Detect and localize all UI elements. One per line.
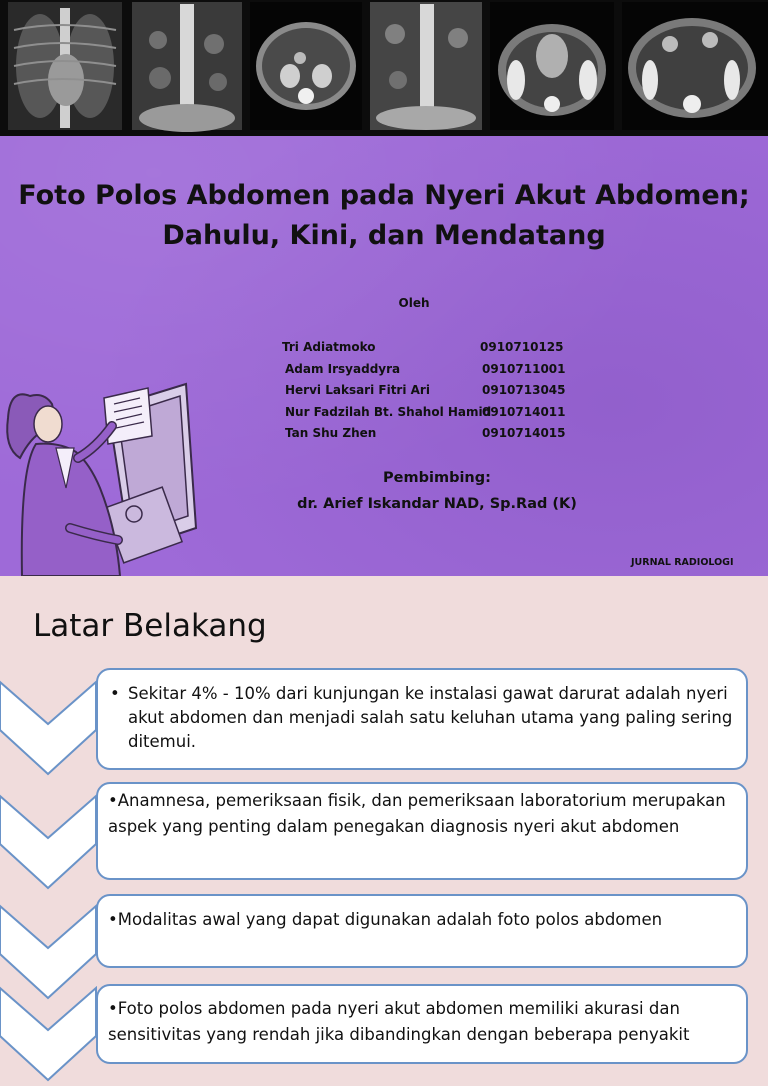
title-line-2: Dahulu, Kini, dan Mendatang: [162, 220, 606, 251]
author-row: [282, 402, 582, 424]
author-name: Nur Fadzilah Bt. Shahol Hamid: [285, 404, 492, 419]
author-row: [282, 423, 582, 445]
abdomen-xray-image: [132, 2, 242, 132]
abdomen-xray-image-2: [370, 2, 482, 130]
point-text: •Foto polos abdomen pada nyeri akut abdomen memiliki akurasi dan sensitivitas yang rendah jika dibandingkan dengan beberapa penyakit: [108, 999, 690, 1044]
radiologist-illustration: [0, 378, 200, 576]
oleh-label: Oleh: [398, 296, 430, 310]
author-name: Tan Shu Zhen: [285, 426, 377, 440]
author-row: [282, 359, 582, 381]
author-id: 0910710125: [480, 340, 564, 354]
author-row: [282, 337, 582, 359]
point-box: [96, 782, 748, 880]
author-id: 0910711001: [482, 361, 566, 376]
slide-title: [0, 176, 768, 256]
ct-pelvis-image: [490, 2, 614, 130]
author-id: 0910714011: [482, 404, 566, 419]
point-text: •Anamnesa, pemeriksaan fisik, dan pemeriksaan laboratorium merupakan aspek yang penting dalam penegakan diagnosis nyeri akut abdomen: [108, 791, 726, 836]
author-name: Tri Adiatmoko: [282, 340, 376, 354]
background-slide: [0, 576, 768, 1044]
point-text: • Sekitar 4% - 10% dari kunjungan ke instalasi gawat darurat adalah nyeri akut abdomen dan menjadi salah satu keluhan utama yang paling sering ditemui.: [98, 682, 736, 754]
point-box: [96, 668, 748, 770]
pembimbing-label: Pembimbing:: [383, 470, 491, 486]
author-name: Adam Irsyaddyra: [285, 361, 401, 376]
chevron-arrow-icon: [0, 986, 100, 1086]
point-box: [96, 894, 748, 968]
author-row: [282, 380, 582, 402]
section-title: Latar Belakang: [33, 608, 267, 644]
ct-abdomen-image: [250, 2, 362, 130]
pembimbing-name: dr. Arief Iskandar NAD, Sp.Rad (K): [297, 496, 577, 512]
author-id: 0910713045: [482, 383, 566, 397]
radiology-image-strip: [0, 0, 768, 140]
chevron-arrow-icon: [0, 680, 100, 780]
point-text: •Modalitas awal yang dapat digunakan adalah foto polos abdomen: [108, 910, 663, 929]
title-line-1: Foto Polos Abdomen pada Nyeri Akut Abdomen;: [18, 180, 750, 211]
chest-xray-image: [8, 2, 122, 130]
chevron-arrow-icon: [0, 794, 100, 894]
ct-pelvis-image-2: [622, 2, 768, 130]
author-id: 0910714015: [482, 426, 566, 440]
point-box: [96, 984, 748, 1064]
author-name: Hervi Laksari Fitri Ari: [285, 383, 430, 397]
journal-label: JURNAL RADIOLOGI: [631, 557, 734, 568]
author-list: [282, 337, 582, 445]
